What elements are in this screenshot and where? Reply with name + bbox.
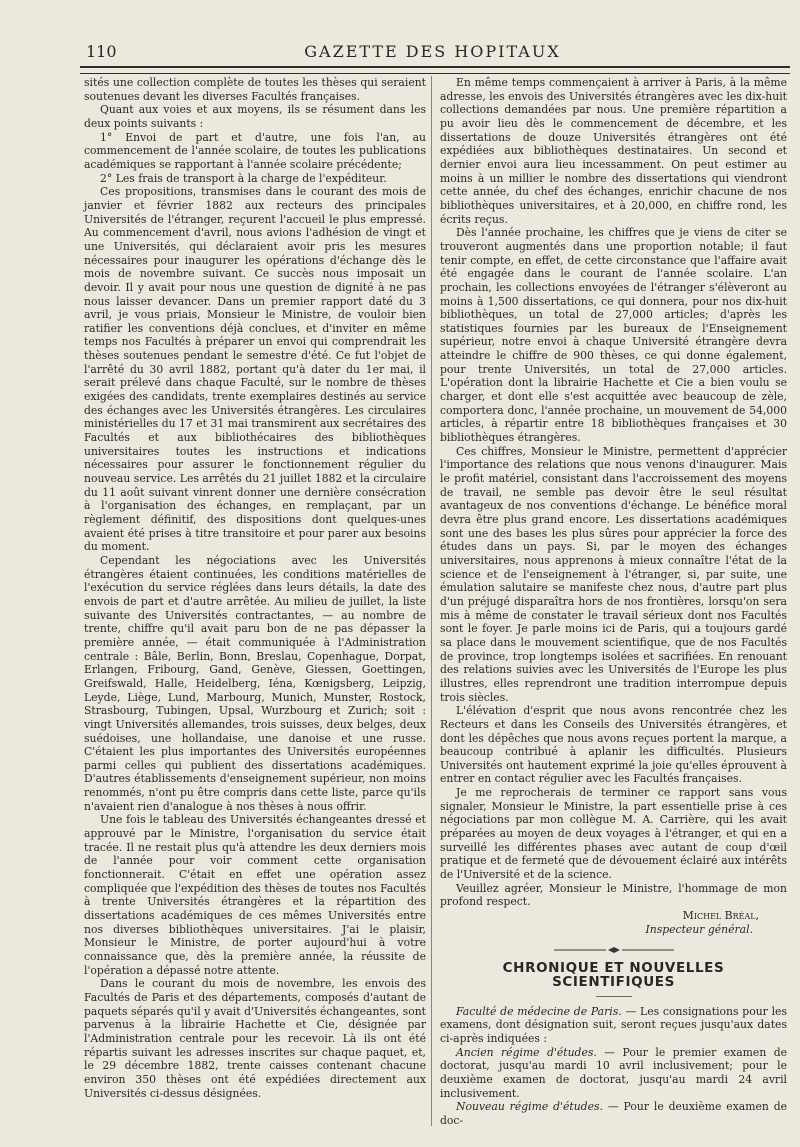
signature-role: Inspecteur général.	[645, 922, 753, 936]
paragraph: Veuillez agréer, Monsieur le Ministre, l'hommage de mon profond respect.	[440, 881, 787, 909]
paragraph-text: — Les consignations pour les examens, dont désignation suit, seront reçues jusqu'aux dates ci-après indiquées :	[440, 1004, 787, 1045]
paragraph: Quant aux voies et aux moyens, ils se résument dans les deux points suivants :	[84, 103, 426, 130]
paragraph-text: — Pour le deuxième examen de doc-	[440, 1100, 787, 1127]
right-column	[440, 76, 787, 1128]
paragraph: 1° Envoi de part et d'autre, une fois l'an, au commencement de l'année scolaire, de toutes les publications académiques se rapportant à l'année scolaire précédente;	[84, 130, 426, 171]
paragraph-text: — Pour le premier examen de doctorat, jusqu'au mardi 10 avril inclusivement; pour le deuxième examen de doctorat, jusqu'au mardi 24 avril inclusivement.	[440, 1045, 787, 1100]
paragraph: Cependant les négociations avec les Universités étrangères étaient continuées, les conditions matérielles de l'exécution du service réglées dans leurs détails, la date des envois de part et d'autre arrêtée. Au milieu de juillet, la liste suivante des Universités contractantes, — au nombre de trente, chiffre qu'il avait paru bon de ne pas dépasser la première année, — était communiquée à l'Administration centrale : Bâle, Berlin, Bonn, Breslau, Copenhague, Dorpat, Erlangen, Fribourg, Gand, Genève, Giessen, Goettingen, Greifswald, Halle, Heidelberg, Iéna, Kœnigsberg, Leipzig, Leyde, Liège, Lund, Marbourg, Munich, Munster, Rostock, Strasbourg, Tubingen, Upsal, Wurzbourg et Zurich; soit : vingt Universités allemandes, trois suisses, deux belges, deux suédoises, une hollandaise, une danoise et une russe. C'étaient les plus importantes des Universités européennes parmi celles qui publient des dissertations académiques. D'autres établissements d'enseignement supérieur, non moins renommés, n'ont pu être compris dans cette liste, parce qu'ils n'avaient rien d'analogue à nos thèses à nous offrir.	[84, 553, 426, 813]
signature-name: Michel Bréal,	[682, 909, 759, 923]
italic-lead: Ancien régime d'études.	[456, 1045, 597, 1059]
short-rule	[596, 996, 632, 997]
page-header	[80, 38, 785, 64]
paragraph: Dans le courant du mois de novembre, les envois des Facultés de Paris et des départements, composés d'autant de paquets séparés qu'il y avait d'Universités échangeantes, sont parvenus à la librairie Hachette et Cie, désignée par l'Administration centrale pour les recevoir. Là ils ont été répartis suivant les adresses inscrites sur chaque paquet, et, le 29 décembre 1882, trente caisses contenant chacune environ 350 thèses ont été expédiées directement aux Universités ci-dessus désignées.	[84, 977, 426, 1100]
italic-lead: Faculté de médecine de Paris.	[456, 1004, 622, 1018]
running-title: GAZETTE DES HOPITAUX	[304, 42, 561, 61]
column-divider	[431, 76, 432, 1126]
paragraph	[440, 1100, 787, 1127]
header-double-rule	[80, 66, 790, 74]
paragraph	[440, 1046, 787, 1101]
paragraph	[440, 1005, 787, 1046]
left-column	[84, 76, 426, 1100]
italic-lead: Nouveau régime d'études.	[456, 1100, 603, 1114]
paragraph: En même temps commençaient à arriver à Paris, à la même adresse, les envois des Universités étrangères avec les dix-huit collections demandées par nous. Une première répartition a pu avoir lieu dès le commencement de décembre, et les dissertations de douze Universités étrangères ont été expédiées aux bibliothèques destinataires. Un second et dernier envoi aura lieu incessamment. On peut estimer au moins à un millier le nombre des dissertations qui viendront cette année, du chef des échanges, enrichir chacune de nos bibliothèques universitaires, et à 20,000, en chiffre rond, les écrits reçus.	[440, 76, 787, 226]
paragraph: Dès l'année prochaine, les chiffres que je viens de citer se trouveront augmentés dans une proportion notable; il faut tenir compte, en effet, de cette circonstance que l'affaire avait été engagée dans le courant de l'année scolaire. L'an prochain, les collections envoyées de l'étranger s'élèveront au moins à 1,500 dissertations, ce qui donnera, pour nos dix-huit bibliothèques, un total de 27,000 articles; d'après les statistiques fournies par les bureaux de l'Enseignement supérieur, notre envoi à chaque Université étrangère devra atteindre le chiffre de 900 thèses, ce qui donne également, pour trente Universités, un total de 27,000 articles. L'opération dont la librairie Hachette et Cie a bien voulu se charger, et dont elle s'est acquittée avec beaucoup de zèle, comportera donc, l'année prochaine, un mouvement de 54,000 articles, à répartir entre 18 bibliothèques françaises et 30 bibliothèques étrangères.	[440, 226, 787, 445]
paragraph: Une fois le tableau des Universités échangeantes dressé et approuvé par le Ministre, l'organisation du service était tracée. Il ne restait plus qu'à attendre les deux derniers mois de l'année pour voir comment cette organisation fonctionnerait. C'était en effet une opération assez compliquée que l'expédition des thèses de toutes nos Facultés à trente Universités étrangères et la répartition des dissertations académiques de ces mêmes Universités entre nos diverses bibliothèques universitaires. J'ai le plaisir, Monsieur le Ministre, de porter aujourd'hui à votre connaissance que, dès la première année, la réussite de l'opération a dépassé notre attente.	[84, 813, 426, 977]
paragraph: Je me reprocherais de terminer ce rapport sans vous signaler, Monsieur le Ministre, la part essentielle prise à ces négociations par mon collègue M. A. Carrière, qui les avait préparées au moyen de deux voyages à l'étranger, et qui en a surveillé les différentes phases avec autant de coup d'œil pratique et de fermeté que de dévouement éclairé aux intérêts de l'Université et de la science.	[440, 786, 787, 882]
ornament-divider	[554, 946, 674, 954]
paragraph: L'élévation d'esprit que nous avons rencontrée chez les Recteurs et dans les Conseils des Universités étrangères, et dont les dépêches que nous avons reçues portent la marque, a beaucoup contribué à aplanir les difficultés. Plusieurs Universités ont hautement exprimé la joie qu'elles éprouvent à entrer en contact régulier avec les Facultés françaises.	[440, 704, 787, 786]
page-number: 110	[86, 42, 117, 61]
paragraph: Ces chiffres, Monsieur le Ministre, permettent d'apprécier l'importance des relations que nous venons d'inaugurer. Mais le profit matériel, consistant dans l'accroissement des moyens de travail, ne semble pas devoir être le seul résultat avantageux de nos conventions d'échange. Le bénéfice moral devra être plus grand encore. Les dissertations académiques sont une des bases les plus sûres pour apprécier la force des études dans un pays. Si, par le moyen des échanges universitaires, nous apprenons à mieux connaître l'état de la science et de l'enseignement à l'étranger, si, par suite, une émulation salutaire se manifeste chez nous, d'autre part plus d'un préjugé disparaîtra hors de nos frontières, lorsqu'on sera mis à même de constater le travail sérieux dont nos Facultés sont le foyer. Je parle moins ici de Paris, qui a toujours gardé sa place dans le mouvement scientifique, que de nos Facultés de province, trop longtemps isolées et sacrifiées. En renouant des relations suivies avec les Universités de l'Europe les plus illustres, elles reprendront une tradition interrompue depuis trois siècles.	[440, 444, 787, 704]
paragraph: sités une collection complète de toutes les thèses qui seraient soutenues devant les diverses Facultés françaises.	[84, 76, 426, 103]
paragraph: Ces propositions, transmises dans le courant des mois de janvier et février 1882 aux recteurs des principales Universités de l'étranger, reçurent l'accueil le plus empressé. Au commencement d'avril, nous avions l'adhésion de vingt et une Universités, qui déclaraient avoir pris les mesures nécessaires pour inaugurer les opérations d'échange dès le mois de novembre suivant. Ce succès nous imposait un devoir. Il y avait pour nous une question de dignité à ne pas nous laisser devancer. Dans un premier rapport daté du 3 avril, je vous priais, Monsieur le Ministre, de vouloir bien ratifier les conventions déjà conclues, et d'inviter en même temps nos Facultés à préparer un envoi qui comprendrait les thèses soutenues pendant le semestre d'été. Ce fut l'objet de l'arrêté du 30 avril 1882, portant qu'à dater du 1er mai, il serait prélevé dans chaque Faculté, sur le nombre de thèses exigées des candidats, trente exemplaires destinés au service des échanges avec les Universités étrangères. Les circulaires ministérielles du 17 et 31 mai transmirent aux secrétaires des Facultés et aux bibliothécaires des bibliothèques universitaires toutes les instructions et indications nécessaires pour assurer le fonctionnement régulier du nouveau service. Les arrêtés du 21 juillet 1882 et la circulaire du 11 août suivant vinrent donner une dernière consécration à l'organisation des échanges, en remplaçant, par un règlement définitif, des dispositions dont quelques-unes avaient été prises à titre transitoire et pour parer aux besoins du moment.	[84, 185, 426, 554]
paragraph: 2° Les frais de transport à la charge de l'expéditeur.	[100, 171, 387, 185]
section-heading: CHRONIQUE ET NOUVELLES SCIENTIFIQUES	[502, 960, 725, 990]
